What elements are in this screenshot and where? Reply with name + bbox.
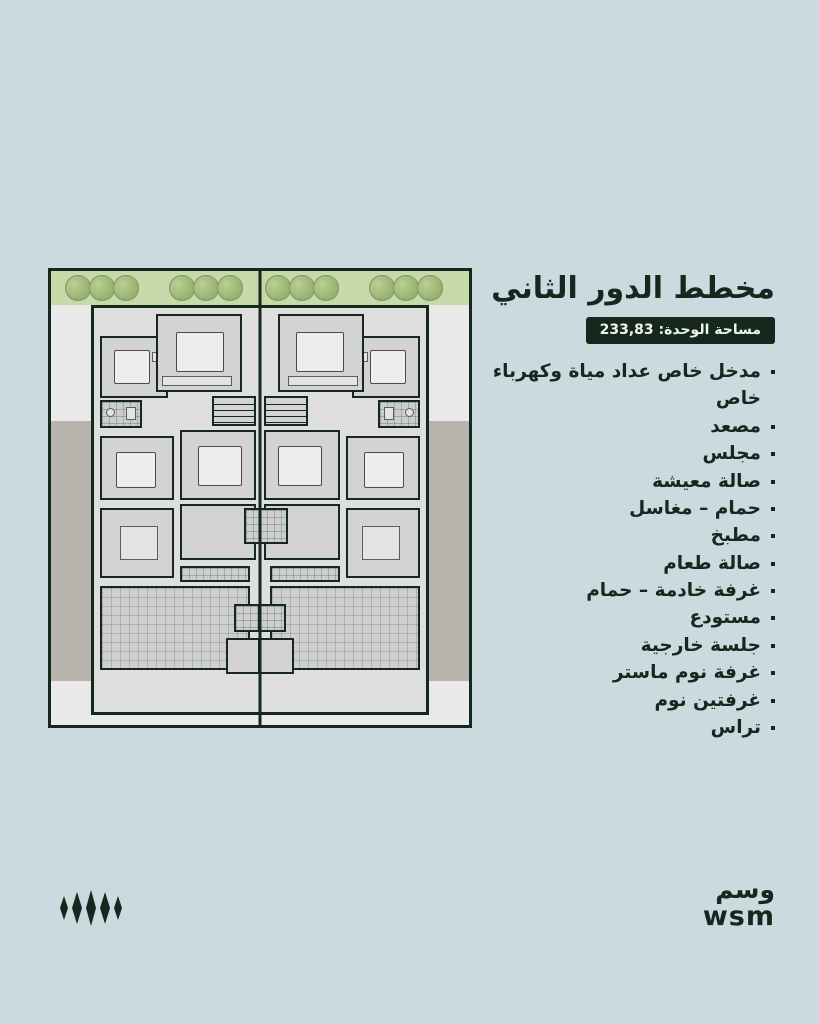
entrance-lobby (226, 638, 262, 674)
sink-fixture (106, 408, 115, 417)
brand-latin: wsm (702, 901, 775, 933)
seating-furniture (362, 526, 400, 560)
bed-furniture (176, 332, 224, 372)
bedroom (100, 436, 174, 500)
majlis (346, 508, 420, 578)
tree-icon (369, 275, 395, 301)
list-item: جلسة خارجية (445, 632, 775, 659)
bedroom (180, 430, 256, 500)
tree-icon (289, 275, 315, 301)
bathroom (100, 400, 142, 428)
majlis (100, 508, 174, 578)
kitchen (270, 566, 340, 582)
bed-furniture (296, 332, 344, 372)
tree-icon (169, 275, 195, 301)
wc-fixture (126, 407, 136, 420)
wardrobe (288, 376, 358, 386)
list-item: صالة معيشة (445, 468, 775, 495)
bathroom (378, 400, 420, 428)
sink-fixture (405, 408, 414, 417)
wardrobe (162, 376, 232, 386)
master-bedroom (278, 314, 364, 392)
bedroom (346, 436, 420, 500)
party-wall (259, 271, 262, 725)
list-item: مدخل خاص عداد مياة وكهرباء خاص (445, 358, 775, 413)
list-item: مستودع (445, 604, 775, 631)
area-badge: مساحة الوحدة: 233,83 (586, 317, 775, 344)
tree-icon (393, 275, 419, 301)
bed-furniture (198, 446, 242, 486)
list-item: غرفة خادمة – حمام (445, 577, 775, 604)
storage (258, 604, 286, 632)
stair-core (212, 396, 256, 426)
bed-furniture (116, 452, 156, 488)
brand-arabic: وسم (715, 875, 775, 905)
plan-info-panel (445, 272, 775, 741)
list-item: حمام – مغاسل (445, 495, 775, 522)
master-bedroom (156, 314, 242, 392)
tree-icon (193, 275, 219, 301)
tree-icon (113, 275, 139, 301)
bed-furniture (370, 350, 406, 384)
maid-room (244, 508, 288, 544)
bedroom (264, 430, 340, 500)
seating-furniture (120, 526, 158, 560)
tree-icon (65, 275, 91, 301)
list-item: غرفتين نوم (445, 687, 775, 714)
brand-logo (703, 877, 775, 932)
tree-icon (265, 275, 291, 301)
bed-furniture (364, 452, 404, 488)
bed-furniture (114, 350, 150, 384)
kitchen (180, 566, 250, 582)
tree-icon (217, 275, 243, 301)
bed-furniture (278, 446, 322, 486)
feature-list (445, 358, 775, 741)
tree-icon (313, 275, 339, 301)
tree-icon (89, 275, 115, 301)
diamond-cluster-logo-icon (52, 888, 130, 928)
list-item: مجلس (445, 440, 775, 467)
list-item: غرفة نوم ماستر (445, 659, 775, 686)
entrance-lobby (258, 638, 294, 674)
floor-plan-diagram (48, 268, 472, 728)
page-title: مخطط الدور الثاني (491, 271, 775, 306)
wc-fixture (384, 407, 394, 420)
list-item: صالة طعام (445, 550, 775, 577)
tree-icon (417, 275, 443, 301)
stair-core (264, 396, 308, 426)
list-item: تراس (445, 714, 775, 741)
list-item: مصعد (445, 413, 775, 440)
list-item: مطبخ (445, 522, 775, 549)
side-yard-left (51, 421, 91, 681)
